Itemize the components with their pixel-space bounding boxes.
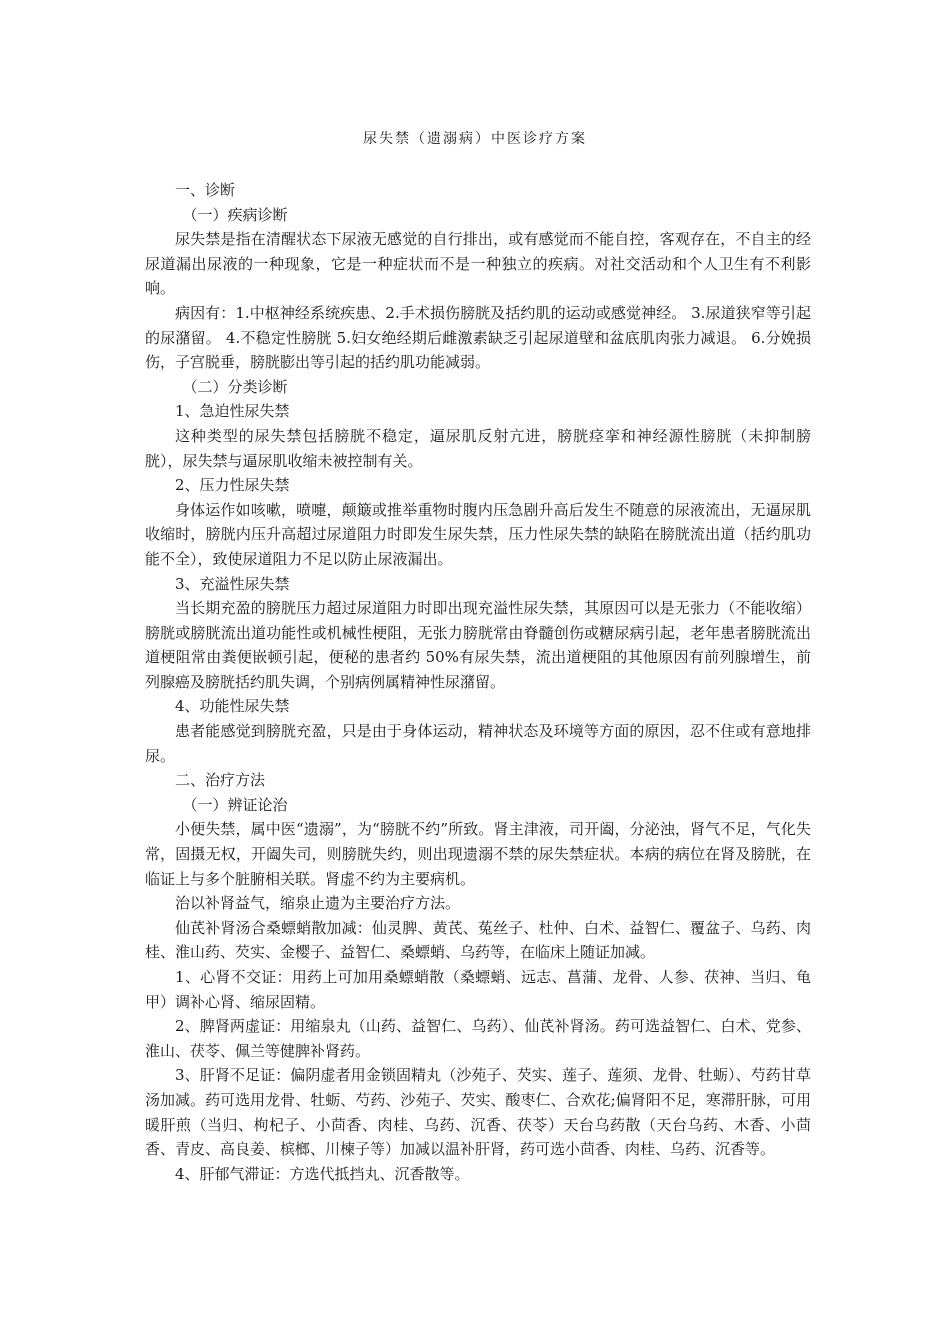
body-paragraph: 小便失禁，属中医“遗溺”，为“膀胱不约”所致。肾主津液，司开阖，分泌浊，肾气不足，气化失常，固摄无权，开阖失司，则膀胱失约，则出现遗溺不禁的尿失禁症状。本病的病位在肾及膀胱，在临证上与多个脏腑相关联。肾虚不约为主要病机。 — [145, 820, 811, 888]
body-paragraph: 3、肝肾不足证：偏阴虚者用金锁固精丸（沙苑子、芡实、莲子、莲须、龙骨、牡蛎）、芍药甘草汤加减。药可选用龙骨、牡蛎、芍药、沙苑子、芡实、酸枣仁、合欢花;偏肾阳不足，寒滞肝脉，可用暖肝煎（当归、枸杞子、小茴香、肉桂、乌药、沉香、茯苓）天台乌药散（天台乌药、木香、小茴香、青皮、高良姜、槟榔、川楝子等）加减以温补肝肾，药可选小茴香、肉桂、乌药、沉香等。 — [145, 1066, 811, 1159]
section-heading: （二）分类诊断 — [182, 377, 288, 396]
document-title: 尿失禁（遗溺病）中医诊疗方案 — [363, 131, 587, 147]
body-paragraph: 仙芪补肾汤合桑螵蛸散加减：仙灵脾、黄芪、菟丝子、杜仲、白术、益智仁、覆盆子、乌药、肉桂、淮山药、芡实、金樱子、益智仁、桑螵蛸、乌药等，在临床上随证加减。 — [145, 918, 811, 962]
section-heading: 一、诊断 — [175, 181, 236, 199]
section-heading: 1、急迫性尿失禁 — [175, 402, 290, 421]
section-heading: 4、功能性尿失禁 — [175, 697, 290, 716]
section-heading: 二、治疗方法 — [175, 771, 266, 790]
body-paragraph: 2、脾肾两虚证：用缩泉丸（山药、益智仁、乌药）、仙芪补肾汤。药可选益智仁、白术、党参、淮山、茯苓、佩兰等健脾补肾药。 — [145, 1017, 811, 1060]
section-heading: （一）疾病诊断 — [182, 205, 288, 224]
body-paragraph: 尿失禁是指在清醒状态下尿液无感觉的自行排出，或有感觉而不能自控，客观存在，不自主的经尿道漏出尿液的一种现象，它是一种症状而不是一种独立的疾病。对社交活动和个人卫生有不利影响。 — [145, 230, 811, 298]
body-paragraph: 身体运作如咳嗽，喷嚏，颠簸或推举重物时腹内压急剧升高后发生不随意的尿液流出，无逼尿肌收缩时，膀胱内压升高超过尿道阻力时即发生尿失禁，压力性尿失禁的缺陷在膀胱流出道（括约肌功能不全），致使尿道阻力不足以防止尿液漏出。 — [145, 500, 811, 568]
body-paragraph: 这种类型的尿失禁包括膀胱不稳定，逼尿肌反射亢进，膀胱痉挛和神经源性膀胱（未抑制膀胱），尿失禁与逼尿肌收缩未被控制有关。 — [145, 426, 811, 470]
section-heading: 3、充溢性尿失禁 — [175, 574, 290, 593]
document-body — [145, 178, 811, 1186]
body-paragraph: 4、肝郁气滞证：方选代抵挡丸、沉香散等。 — [175, 1164, 470, 1183]
body-paragraph: 1、心肾不交证：用药上可加用桑螵蛸散（桑螵蛸、远志、菖蒲、龙骨、人参、茯神、当归、龟甲）调补心肾、缩尿固精。 — [145, 968, 811, 1011]
section-heading: 2、压力性尿失禁 — [175, 476, 290, 495]
body-paragraph: 病因有：1.中枢神经系统疾患、2.手术损伤膀胱及括约肌的运动或感觉神经。 3.尿道狭窄等引起的尿潴留。 4.不稳定性膀胱 5.妇女绝经期后雌激素缺乏引起尿道壁和盆底肌肉张力减退。 6.分娩损伤，子宫脱垂，膀胱膨出等引起的括约肌功能减弱。 — [145, 303, 811, 372]
section-heading: （一）辨证论治 — [182, 795, 288, 814]
body-paragraph: 治以补肾益气，缩泉止遗为主要治疗方法。 — [175, 894, 461, 913]
body-paragraph: 当长期充盈的膀胱压力超过尿道阻力时即出现充溢性尿失禁，其原因可以是无张力（不能收缩）膀胱或膀胱流出道功能性或机械性梗阻，无张力膀胱常由脊髓创伤或糖尿病引起，老年患者膀胱流出道梗阻常由粪便嵌顿引起，便秘的患者约 50%有尿失禁，流出道梗阻的其他原因有前列腺增生，前列腺癌及膀胱括约肌失调，个别病例属精神性尿潴留。 — [145, 599, 811, 691]
body-paragraph: 患者能感觉到膀胱充盈，只是由于身体运动，精神状态及环境等方面的原因，忍不住或有意地排尿。 — [145, 722, 811, 765]
